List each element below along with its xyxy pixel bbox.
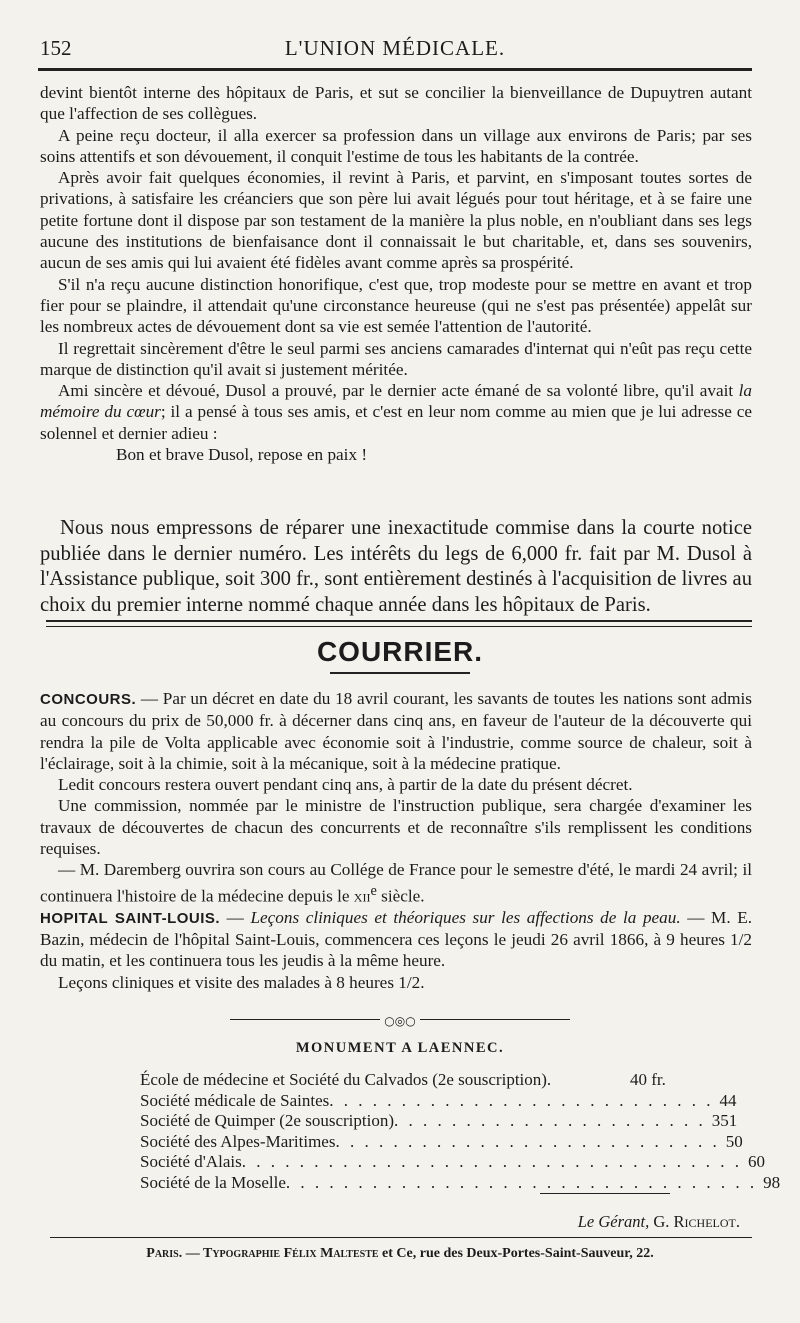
donation-row: [140, 1131, 743, 1153]
concours-paragraph: [40, 688, 752, 774]
section-divider: [46, 620, 752, 627]
daremberg-text: — M. Daremberg ouvrira son cours au Collége de France pour le semestre d'été, le mardi 24 avril; il continuera l'histoire de la médecine depuis le: [40, 860, 752, 906]
donation-amount: 98: [763, 1172, 781, 1192]
hopital-paragraph-2: Leçons cliniques et visite des malades à 8 heures 1/2.: [58, 972, 425, 992]
page-header: [38, 32, 752, 72]
header-rule: [38, 68, 752, 71]
article-paragraph: Il regrettait sincèrement d'être le seul parmi ses anciens camarades d'internat qui n'eût pas reçu cette marque de distinction qu'il avait si justement méritée.: [40, 338, 752, 379]
article-paragraph: devint bientôt interne des hôpitaux de Paris, et sut se concilier la bienveillance de Dupuytren autant que l'affection de ses collègues.: [40, 83, 752, 124]
donation-row: [140, 1152, 765, 1173]
courrier-section: [40, 688, 752, 993]
hopital-lead: HOPITAL SAINT-LOUIS.: [40, 909, 221, 927]
signature: [578, 1212, 740, 1232]
signature-role: Le Gérant,: [577, 1212, 650, 1231]
concours-lead: CONCOURS.: [40, 691, 137, 708]
monument-title: MONUMENT A LAENNEC.: [295, 1040, 505, 1056]
journal-title: L'UNION MÉDICALE.: [284, 36, 506, 60]
leader-dots: . . . . . . . . . . . . . . . . . . . . . . . . . . . . . . . . . . .: [241, 1152, 742, 1171]
donor-name: Société d'Alais: [140, 1152, 242, 1171]
article-paragraph: [40, 380, 752, 444]
imprint-printer: Félix Malteste: [283, 1246, 379, 1261]
hopital-paragraph: [40, 907, 752, 972]
ornament-line-right: [420, 1019, 570, 1020]
daremberg-paragraph: [40, 859, 752, 906]
article-text: Ami sincère et dévoué, Dusol a prouvé, par le dernier acte émané de sa volonté libre, qu'il avait: [58, 381, 739, 401]
farewell-line: Bon et brave Dusol, repose en paix !: [116, 445, 368, 465]
imprint-prefix: Paris. — Typographie: [146, 1246, 284, 1261]
concours-text: — Par un décret en date du 18 avril courant, les savants de toutes les nations sont admis au concours du prix de 50,000 fr. à décerner dans cinq ans, en faveur de l'auteur de la découverte qui rendra la pile de Volta applicable avec économie soit à l'industrie, comme source de chaleur, soit à l'éclairage, soit à la chimie, soit à la mécanique, soit à la médecine pratique.: [40, 689, 752, 773]
donor-name: Société de la Moselle: [140, 1172, 286, 1192]
leader-dots: . . . . . . . . . . . . . . . . . . . . . .: [394, 1111, 706, 1130]
donation-row: [140, 1070, 670, 1091]
donation-amount: 351: [711, 1111, 738, 1130]
article-paragraph: Après avoir fait quelques économies, il revint à Paris, et parvint, en s'imposant toutes sortes de privations, à satisfaire les créanciers que son père lui avait légués pour tout héritage, et à se faire une petite fortune dont il dispose par son testament de la manière la plus noble, en n'oubliant dans ses legs aucune des institutions de bienfaisance dont il connaissait le but charitable, et, dans ses souvenirs, aucun de ses amis qui lui avaient été fidèles avant comme après sa prospérité.: [40, 168, 752, 273]
donation-amount: 40 fr.: [630, 1070, 666, 1089]
daremberg-text-end: siècle.: [376, 886, 425, 906]
donation-amount: 60: [747, 1152, 765, 1171]
leader-dots: . . . . . . . . . . . . . . . . . . . . . . . . . . . . . . . . .: [285, 1172, 758, 1192]
donor-name: École de médecine et Société du Calvados (2e souscription).: [140, 1070, 552, 1089]
donor-name: Société médicale de Saintes: [140, 1090, 330, 1110]
hopital-text: — M. E. Bazin, médecin de l'hôpital Saint-Louis, commencera ces leçons le jeudi 26 avril 1866, à 9 heures 1/2 du matin, et les continuera tous les jeudis à la même heure.: [40, 907, 753, 971]
article-italic: la mémoire du cœur: [40, 381, 752, 422]
donor-name: Société des Alpes-Maritimes: [140, 1131, 336, 1151]
ornamental-divider: [230, 1014, 570, 1026]
donation-list: [140, 1070, 781, 1193]
footer-rule: [50, 1237, 752, 1238]
obituary-article: [40, 82, 752, 465]
page-number: 152: [40, 36, 72, 60]
imprint-suffix: et Ce, rue des Deux-Portes-Saint-Sauveur, 22.: [378, 1246, 654, 1261]
concours-paragraph-2: Ledit concours restera ouvert pendant cinq ans, à partir de la date du présent décret.: [58, 775, 633, 795]
title-underline: [330, 672, 470, 674]
correction-note: [40, 516, 752, 619]
hopital-dash: —: [220, 907, 251, 927]
century-numeral: xii: [353, 886, 371, 906]
correction-paragraph: Nous nous empressons de réparer une inexactitude commise dans la courte notice publiée dans le dernier numéro. Les intérêts du legs de 6,000 fr. fait par M. Dusol à l'Assistance publique, soit 300 fr., sont entièrement destinés à l'acquisition de livres au choix du premier interne nommé chaque année dans les hôpitaux de Paris.: [40, 517, 752, 617]
signature-name: G. Richelot.: [653, 1212, 740, 1231]
leader-dots: . . . . . . . . . . . . . . . . . . . . . . . . . . .: [329, 1090, 714, 1110]
ornament-knot-icon: ○◎○: [384, 1014, 416, 1028]
hopital-course-title: Leçons cliniques et théoriques sur les affections de la peau.: [250, 907, 681, 927]
donation-row: [140, 1111, 738, 1132]
ornament-line-left: [230, 1019, 380, 1020]
donation-row: [140, 1172, 781, 1194]
printer-imprint: [0, 1246, 800, 1262]
donor-name: Société de Quimper (2e souscription): [140, 1111, 394, 1130]
courrier-title: COURRIER.: [316, 636, 484, 667]
article-paragraph: A peine reçu docteur, il alla exercer sa profession dans un village aux environs de Paris; par ses soins attentifs et son dévouement, il conquit l'estime de tous les habitants de la contrée.: [40, 125, 752, 166]
article-paragraph: S'il n'a reçu aucune distinction honorifique, c'est que, trop modeste pour se mettre en avant et trop fier pour se plaindre, il attendait qu'une circonstance heureuse (qui ne s'est pas présentée) appelât sur les nombreux actes de dévouement dont sa vie est semée l'attention de l'autorité.: [40, 274, 752, 337]
donation-amount: 50: [725, 1131, 743, 1151]
leader-dots: . . . . . . . . . . . . . . . . . . . . . . . . . . .: [335, 1131, 720, 1151]
donation-amount: 44: [719, 1090, 737, 1110]
century-superscript: e: [370, 882, 377, 899]
concours-paragraph-3: Une commission, nommée par le ministre de l'instruction publique, sera chargée d'examiner les travaux de découvertes de chacun des concurrents et de reconnaître s'ils remplissent les conditions requises.: [40, 796, 752, 859]
sum-rule: [540, 1193, 670, 1194]
donation-row: [140, 1090, 737, 1112]
article-text: ; il a pensé à tous ses amis, et c'est en leur nom comme au mien que je lui adresse ce solennel et dernier adieu :: [40, 402, 752, 443]
